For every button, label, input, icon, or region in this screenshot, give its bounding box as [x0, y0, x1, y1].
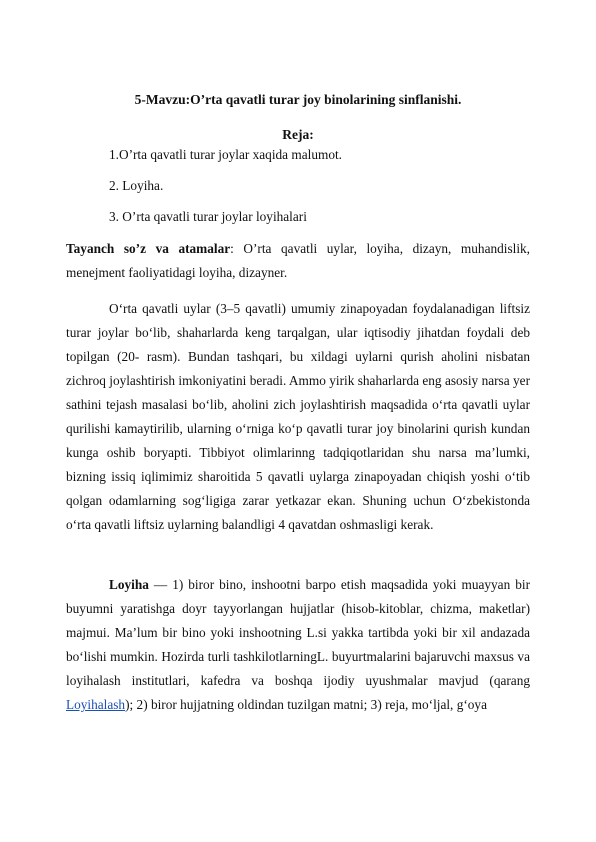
term-loyiha: Loyiha	[109, 577, 149, 592]
keywords-paragraph	[66, 237, 530, 285]
plan-item-2: 2. Loyiha.	[109, 178, 164, 193]
definition-text-part2: ); 2) biror hujjatning oldindan tuzilgan matni; 3) reja, mo‘ljal, g‘oya	[125, 697, 487, 712]
keywords-label: Tayanch so’z va atamalar	[66, 241, 231, 256]
paragraph-mid-rise-houses: O‘rta qavatli uylar (3–5 qavatli) umumiy zinapoyadan foydalanadigan liftsiz turar joylar bo‘lib, shaharlarda keng tarqalgan, ular iqtisodiy jihatdan foydali deb topilgan (20- rasm). Bundan tashqari, bu xildagi uylarni qurish aholini nisbatan zichroq joylashtirish imkoniyatini beradi. Ammo yirik shaharlarda eng asosiy narsa yer sathini tejash masalasi bo‘lib, aholini zich joylashtirish maqsadida o‘rta qavatli uylar qurilishi kamaytirilib, ularning o‘rniga ko‘p qavatli turar joy binolarini qurish kundan kunga oshib boryapti. Tibbiyot olimlarinng tadqiqotlaridan shu narsa ma’lumki, bizning issiq iqlimimiz sharoitida 5 qavatli uylarga zinapoyadan chiqish yoshi o‘tib qolgan odamlarning sog‘ligiga zarar yetkazar ekan. Shuning uchun O‘zbekistonda o‘rta qavatli liftsiz uylarning balandligi 4 qavatdan oshmasligi kerak.	[66, 301, 530, 532]
plan-item-1: 1.O’rta qavatli turar joylar xaqida malumot.	[109, 147, 342, 162]
paragraph-loyiha-definition	[66, 573, 530, 717]
plan-heading: Reja:	[282, 127, 314, 142]
plan-item-3: 3. O’rta qavatli turar joylar loyihalari	[109, 209, 307, 224]
definition-text-part1: — 1) biror bino, inshootni barpo etish maqsadida yoki muayyan bir buyumni yaratishga doyr tayyorlangan hujjatlar (hisob-kitoblar, chizma, maketlar) majmui. Ma’lum bir bino yoki inshootning L.si yakka tartibda yoki bir xil andazada bo‘lishi mumkin. Hozirda turli tashkilotlarningL. buyurtmalarini bajaruvchi maxsus va loyihalash institutlari, kafedra va boshqa ijodiy uyushmalar mavjud (qarang	[66, 577, 530, 688]
loyihalash-link[interactable]: Loyihalash	[66, 697, 126, 712]
document-title: 5-Mavzu:O’rta qavatli turar joy binolarining sinflanishi.	[134, 92, 462, 107]
keywords-text: : O’rta qavatli uylar, loyiha, dizayn, muhandislik, menejment faoliyatidagi loyiha, dizayner.	[66, 241, 530, 280]
